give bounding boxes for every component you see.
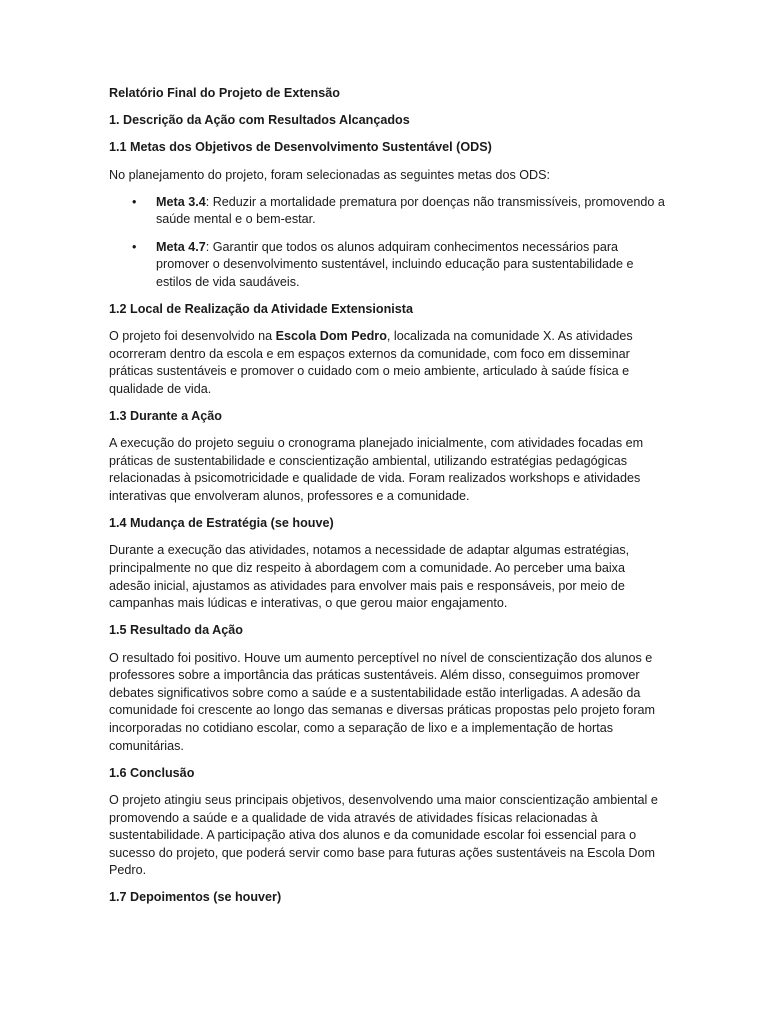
section-1-6-paragraph: O projeto atingiu seus principais objetivos, desenvolvendo uma maior conscientização ambiental e promovendo a saúde e a qualidade de vida através de atividades físicas relacionadas à sustentabilidade. A participação ativa dos alunos e da comunidade escolar foi essencial para o sucesso do projeto, que poderá servir como base para futuras ações sustentáveis na Escola Dom Pedro. <box>109 792 658 878</box>
bullet-icon: • <box>132 239 137 254</box>
ods-goals-list <box>109 194 665 292</box>
goal-text: : Reduzir a mortalidade prematura por doenças não transmissíveis, promovendo a saúde mental e o bem-estar. <box>156 194 665 227</box>
goal-label: Meta 3.4 <box>156 194 206 209</box>
list-item <box>109 194 665 229</box>
section-1-5-heading: 1.5 Resultado da Ação <box>109 623 243 638</box>
section-1-6-heading: 1.6 Conclusão <box>109 765 195 780</box>
bullet-icon: • <box>132 194 137 209</box>
section-1-5-paragraph: O resultado foi positivo. Houve um aumento perceptível no nível de conscientização dos alunos e professores sobre a importância das práticas sustentáveis. Além disso, conseguimos promover debates significativos sobre como a saúde e a sustentabilidade estão interligadas. A adesão da comunidade foi crescente ao longo das semanas e diversas práticas propostas pelo projeto foram incorporadas no cotidiano escolar, como a separação de lixo e a implementação de hortas comunitárias. <box>109 650 656 753</box>
section-1-4-paragraph: Durante a execução das atividades, notamos a necessidade de adaptar algumas estratégias, principalmente no que diz respeito à abordagem com a comunidade. Ao perceber uma baixa adesão inicial, ajustamos as atividades para envolver mais pais e responsáveis, por meio de campanhas mais lúdicas e interativas, o que gerou maior engajamento. <box>109 543 630 611</box>
section-1-7-heading: 1.7 Depoimentos (se houver) <box>109 890 282 905</box>
list-item <box>109 239 665 292</box>
document-body <box>109 85 665 917</box>
section-1-2-heading: 1.2 Local de Realização da Atividade Extensionista <box>109 301 413 316</box>
section-1-3-paragraph: A execução do projeto seguiu o cronograma planejado inicialmente, com atividades focadas em práticas de sustentabilidade e conscientização ambiental, utilizando estratégias pedagógicas relacionadas à psicomotricidade e qualidade de vida. Foram realizados workshops e atividades interativas que envolveram alunos, professores e a comunidade. <box>109 436 644 504</box>
paragraph-text: O projeto foi desenvolvido na <box>109 329 276 344</box>
section-1-4-heading: 1.4 Mudança de Estratégia (se houve) <box>109 516 334 531</box>
document-title: Relatório Final do Projeto de Extensão <box>109 86 340 100</box>
paragraph-text: , localizada na comunidade X. As atividades ocorreram dentro da escola e em espaços externos da comunidade, com foco em disseminar práticas sustentáveis e promover o cuidado com o meio ambiente, articulado à saúde física e qualidade de vida. <box>109 329 633 396</box>
school-name: Escola Dom Pedro <box>275 329 387 344</box>
section-1-3-heading: 1.3 Durante a Ação <box>109 409 222 424</box>
section-1-heading: 1. Descrição da Ação com Resultados Alcançados <box>109 113 410 128</box>
section-1-2-paragraph <box>109 328 665 398</box>
section-1-1-intro: No planejamento do projeto, foram selecionadas as seguintes metas dos ODS: <box>109 167 551 182</box>
goal-label: Meta 4.7 <box>156 239 206 254</box>
goal-text: : Garantir que todos os alunos adquiram conhecimentos necessários para promover o desenvolvimento sustentável, incluindo educação para sustentabilidade e estilos de vida saudáveis. <box>156 239 634 289</box>
section-1-1-heading: 1.1 Metas dos Objetivos de Desenvolvimento Sustentável (ODS) <box>109 140 492 155</box>
